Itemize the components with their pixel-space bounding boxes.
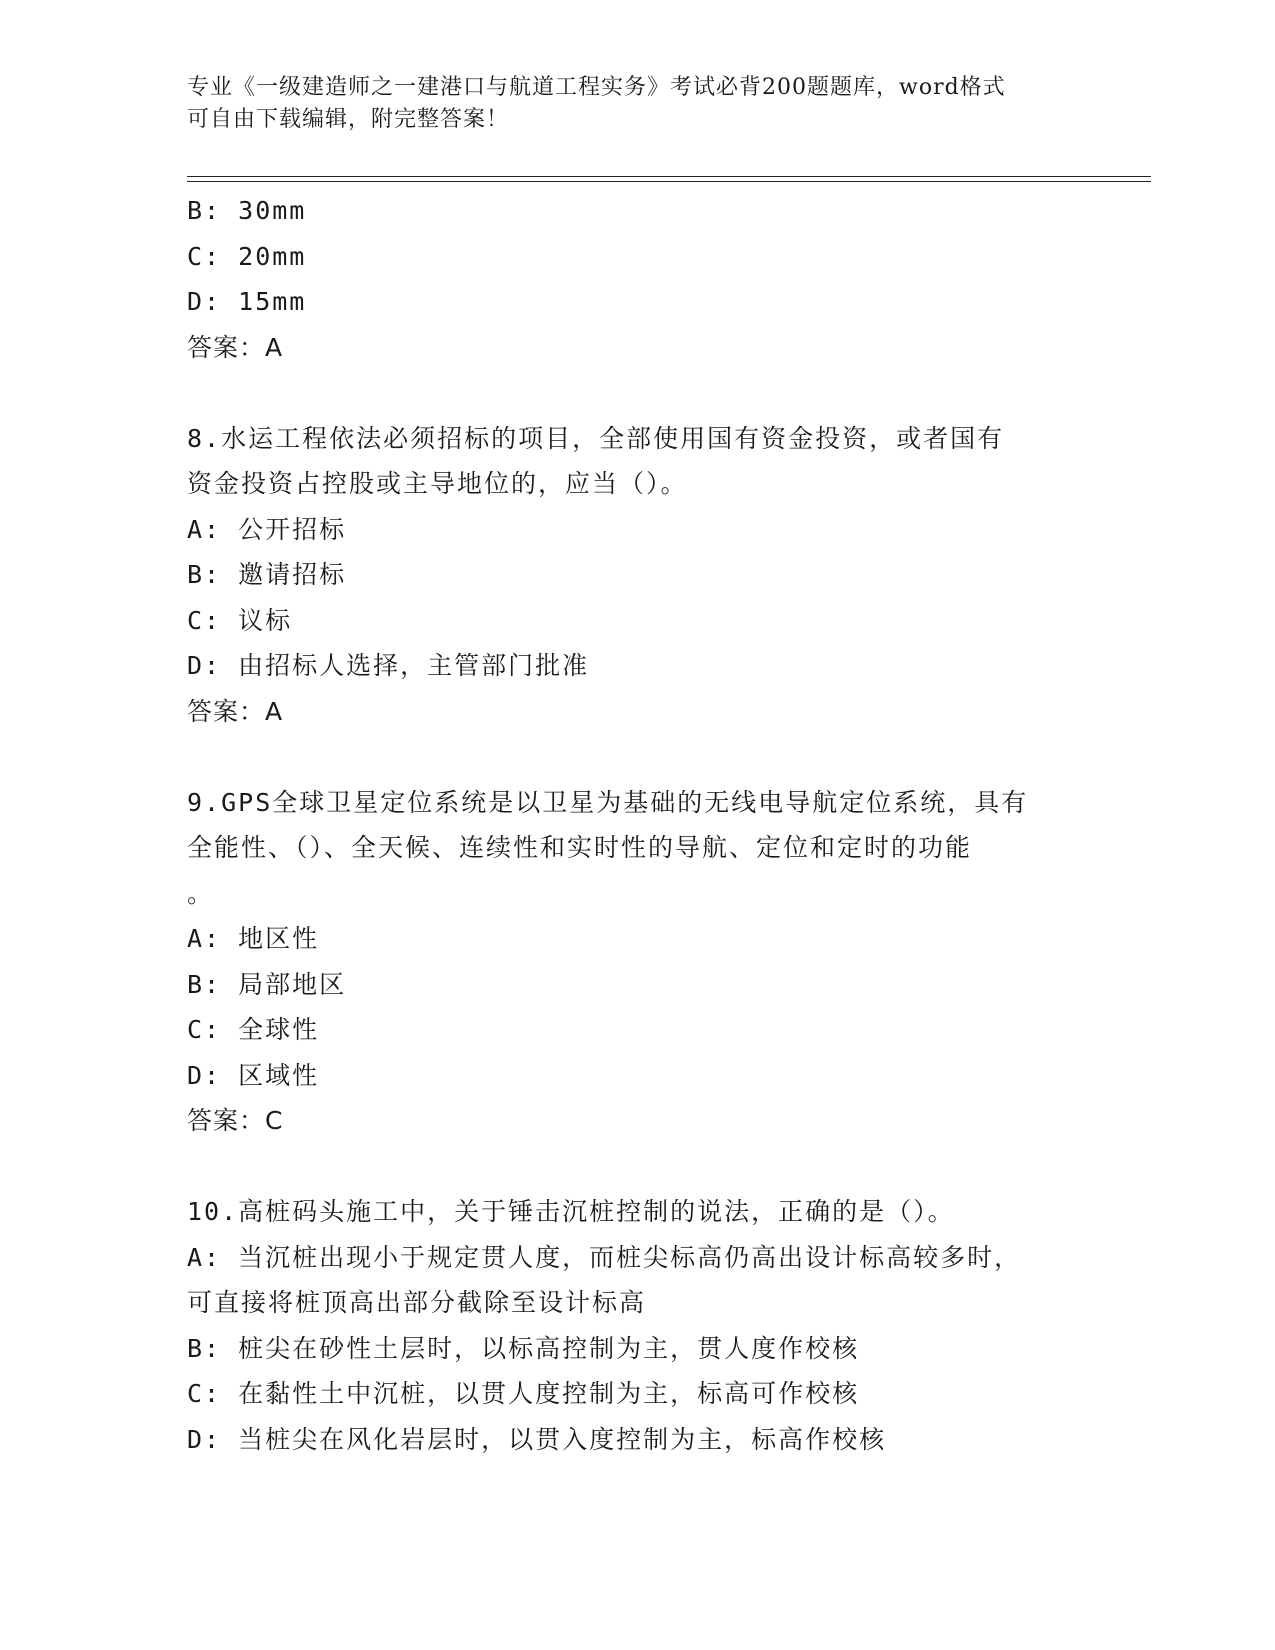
option-c: C: 议标: [187, 605, 293, 635]
question-stem: 8.水运工程依法必须招标的项目，全部使用国有资金投资，或者国有 资金投资占控股或主导地位的，应当（）。: [187, 423, 1005, 498]
option-d: D: 区域性: [187, 1060, 320, 1090]
question-stem: 10.高桩码头施工中，关于锤击沉桩控制的说法，正确的是（）。: [187, 1197, 955, 1226]
option-d: D: 当桩尖在风化岩层时，以贯入度控制为主，标高作校核: [187, 1424, 887, 1454]
option-b: B: 邀请招标: [187, 560, 347, 589]
question-8: [187, 416, 1087, 735]
page-header: 专业《一级建造师之一建港口与航道工程实务》考试必背200题题库，word格式 可自由下载编辑，附完整答案！: [187, 75, 1006, 132]
answer: 答案：C: [187, 1106, 284, 1135]
answer: 答案：A: [187, 332, 284, 362]
option-b: B: 桩尖在砂性土层时，以标高控制为主，贯人度作校核: [187, 1333, 860, 1363]
answer: 答案：A: [187, 696, 284, 726]
spacer: [187, 734, 1087, 780]
option-c: C: 在黏性土中沉桩，以贯人度控制为主，标高可作校核: [187, 1379, 860, 1408]
header-double-rule: [187, 176, 1151, 182]
question-7-tail: [187, 188, 1087, 370]
option-b: B: 局部地区: [187, 969, 347, 999]
option-b: B: 30mm: [187, 196, 307, 225]
option-a: A: 公开招标: [187, 514, 347, 544]
option-a: A: 地区性: [187, 924, 320, 953]
option-c: C: 全球性: [187, 1015, 320, 1044]
spacer: [187, 1144, 1087, 1190]
document-body: [187, 188, 1087, 1462]
question-10: [187, 1189, 1087, 1462]
option-d: D: 15mm: [187, 287, 307, 316]
option-a: A: 当沉桩出现小于规定贯人度，而桩尖标高仍高出设计标高较多时， 可直接将桩顶高出部分截除至设计标高: [187, 1242, 1022, 1317]
question-9: [187, 780, 1087, 1144]
option-c: C: 20mm: [187, 241, 307, 271]
spacer: [187, 370, 1087, 416]
option-d: D: 由招标人选择，主管部门批准: [187, 651, 590, 680]
question-stem: 9.GPS全球卫星定位系统是以卫星为基础的无线电导航定位系统，具有 全能性、（）、全天候、连续性和实时性的导航、定位和定时的功能 。: [187, 787, 1029, 908]
